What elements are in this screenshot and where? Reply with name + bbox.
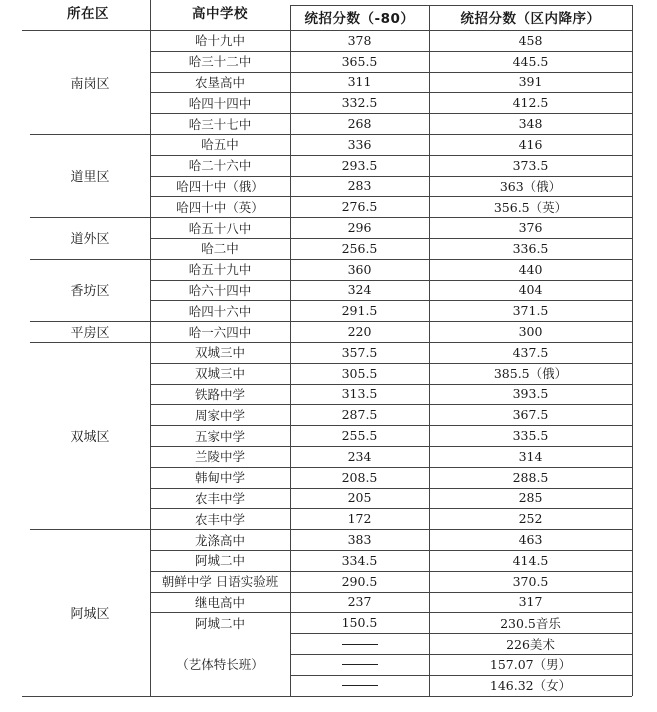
school-name: 农丰中学 xyxy=(194,511,245,527)
school-name: 五家中学 xyxy=(194,428,245,444)
region-name: 双城区 xyxy=(70,430,110,446)
placeholder-dash xyxy=(342,644,378,645)
header-score-b: 统招分数（区内降序） xyxy=(460,11,601,27)
score-minus-80: 172 xyxy=(347,511,372,527)
score-district-desc: 230.5音乐 xyxy=(500,615,561,631)
school-name: 哈五十九中 xyxy=(188,262,252,278)
region-name: 南岗区 xyxy=(70,76,110,92)
school-name: 农垦高中 xyxy=(194,74,245,90)
school-name: 哈一六四中 xyxy=(188,324,252,340)
score-minus-80: 378 xyxy=(347,32,372,48)
region-name: 平房区 xyxy=(70,326,110,342)
score-minus-80: 234 xyxy=(347,448,372,464)
score-district-desc: 157.07（男） xyxy=(489,657,572,673)
region-name: 道里区 xyxy=(70,170,110,186)
score-district-desc: 367.5 xyxy=(512,407,549,423)
school-name: 哈三十七中 xyxy=(188,116,252,132)
school-name: 哈十九中 xyxy=(194,33,245,49)
score-minus-80: 256.5 xyxy=(341,240,378,256)
score-district-desc: 416 xyxy=(518,136,543,152)
score-district-desc: 393.5 xyxy=(512,386,549,402)
school-name: 双城三中 xyxy=(194,366,245,382)
header-top-line xyxy=(290,5,632,6)
score-district-desc: 412.5 xyxy=(512,95,549,111)
score-minus-80: 291.5 xyxy=(341,303,378,319)
score-district-desc: 317 xyxy=(518,594,543,610)
score-district-desc: 445.5 xyxy=(512,53,549,69)
score-minus-80: 293.5 xyxy=(341,157,378,173)
school-name: 哈五十八中 xyxy=(188,220,252,236)
school-name: 朝鲜中学 日语实验班 xyxy=(161,574,279,590)
score-district-desc: 371.5 xyxy=(512,303,549,319)
score-district-desc: 414.5 xyxy=(512,552,549,568)
column-divider-score-b xyxy=(429,5,430,696)
score-district-desc: 440 xyxy=(518,261,543,277)
score-district-desc: 336.5 xyxy=(512,240,549,256)
score-minus-80: 205 xyxy=(347,490,372,506)
score-district-desc: 288.5 xyxy=(512,469,549,485)
school-name: 兰陵中学 xyxy=(194,449,245,465)
score-minus-80: 357.5 xyxy=(341,344,378,360)
region-name: 道外区 xyxy=(70,232,110,248)
score-district-desc: 458 xyxy=(518,32,543,48)
score-minus-80: 360 xyxy=(347,261,372,277)
header-score-a: 统招分数（-80） xyxy=(304,11,415,27)
school-name: 哈六十四中 xyxy=(188,282,252,298)
special-class-note: （艺体特长班） xyxy=(176,657,264,673)
score-minus-80: 237 xyxy=(347,594,372,610)
score-minus-80: 313.5 xyxy=(341,386,378,402)
score-district-desc: 146.32（女） xyxy=(489,678,572,694)
score-district-desc: 370.5 xyxy=(512,573,549,589)
school-name: 农丰中学 xyxy=(194,490,245,506)
school-name: 龙涤高中 xyxy=(194,532,245,548)
column-divider-right xyxy=(632,5,633,696)
school-name: 哈二中 xyxy=(201,241,239,257)
school-name: 哈四十中（英） xyxy=(176,199,264,215)
school-name: 哈二十六中 xyxy=(188,158,252,174)
score-minus-80: 305.5 xyxy=(341,365,378,381)
score-minus-80: 383 xyxy=(347,532,372,548)
school-name: 阿城二中 xyxy=(194,553,245,569)
school-name: 韩甸中学 xyxy=(194,470,245,486)
score-district-desc: 226美术 xyxy=(506,636,555,652)
score-district-desc: 385.5（俄） xyxy=(493,366,568,382)
score-minus-80: 311 xyxy=(347,74,372,90)
score-minus-80: 336 xyxy=(347,136,372,152)
header-school: 高中学校 xyxy=(192,6,248,22)
score-district-desc: 404 xyxy=(518,282,543,298)
score-minus-80: 324 xyxy=(347,282,372,298)
region-name: 阿城区 xyxy=(70,606,110,622)
score-district-desc: 335.5 xyxy=(512,428,549,444)
score-district-desc: 437.5 xyxy=(512,344,549,360)
score-district-desc: 300 xyxy=(518,324,543,340)
header-region: 所在区 xyxy=(67,6,109,22)
score-minus-80: 365.5 xyxy=(341,53,378,69)
score-minus-80: 220 xyxy=(347,324,372,340)
placeholder-dash xyxy=(342,685,378,686)
score-minus-80: 287.5 xyxy=(341,407,378,423)
column-divider-school xyxy=(150,0,151,696)
score-minus-80: 283 xyxy=(347,178,372,194)
score-minus-80: 268 xyxy=(347,116,372,132)
score-minus-80: 296 xyxy=(347,220,372,236)
score-district-desc: 363（俄） xyxy=(499,178,562,194)
score-district-desc: 314 xyxy=(518,448,543,464)
placeholder-dash xyxy=(342,664,378,665)
school-name: 哈五中 xyxy=(201,137,239,153)
score-minus-80: 276.5 xyxy=(341,199,378,215)
table-bottom-line xyxy=(22,696,632,697)
special-class-name: 阿城二中 xyxy=(194,615,245,631)
score-district-desc: 285 xyxy=(518,490,543,506)
score-minus-80: 150.5 xyxy=(341,615,378,631)
score-district-desc: 373.5 xyxy=(512,157,549,173)
school-name: 铁路中学 xyxy=(194,386,245,402)
school-name: 哈三十二中 xyxy=(188,54,252,70)
score-district-desc: 376 xyxy=(518,220,543,236)
school-name: 周家中学 xyxy=(194,407,245,423)
school-name: 哈四十四中 xyxy=(188,95,252,111)
score-district-desc: 252 xyxy=(518,511,543,527)
column-divider-score-a xyxy=(290,5,291,696)
score-minus-80: 334.5 xyxy=(341,552,378,568)
school-name: 双城三中 xyxy=(194,345,245,361)
region-name: 香坊区 xyxy=(70,284,110,300)
score-district-desc: 356.5（英） xyxy=(493,199,568,215)
score-minus-80: 255.5 xyxy=(341,428,378,444)
score-minus-80: 332.5 xyxy=(341,95,378,111)
school-name: 哈四十中（俄） xyxy=(176,178,264,194)
score-district-desc: 348 xyxy=(518,116,543,132)
school-name: 继电高中 xyxy=(194,594,245,610)
score-district-desc: 463 xyxy=(518,532,543,548)
school-name: 哈四十六中 xyxy=(188,303,252,319)
score-minus-80: 208.5 xyxy=(341,469,378,485)
score-minus-80: 290.5 xyxy=(341,573,378,589)
score-district-desc: 391 xyxy=(518,74,543,90)
